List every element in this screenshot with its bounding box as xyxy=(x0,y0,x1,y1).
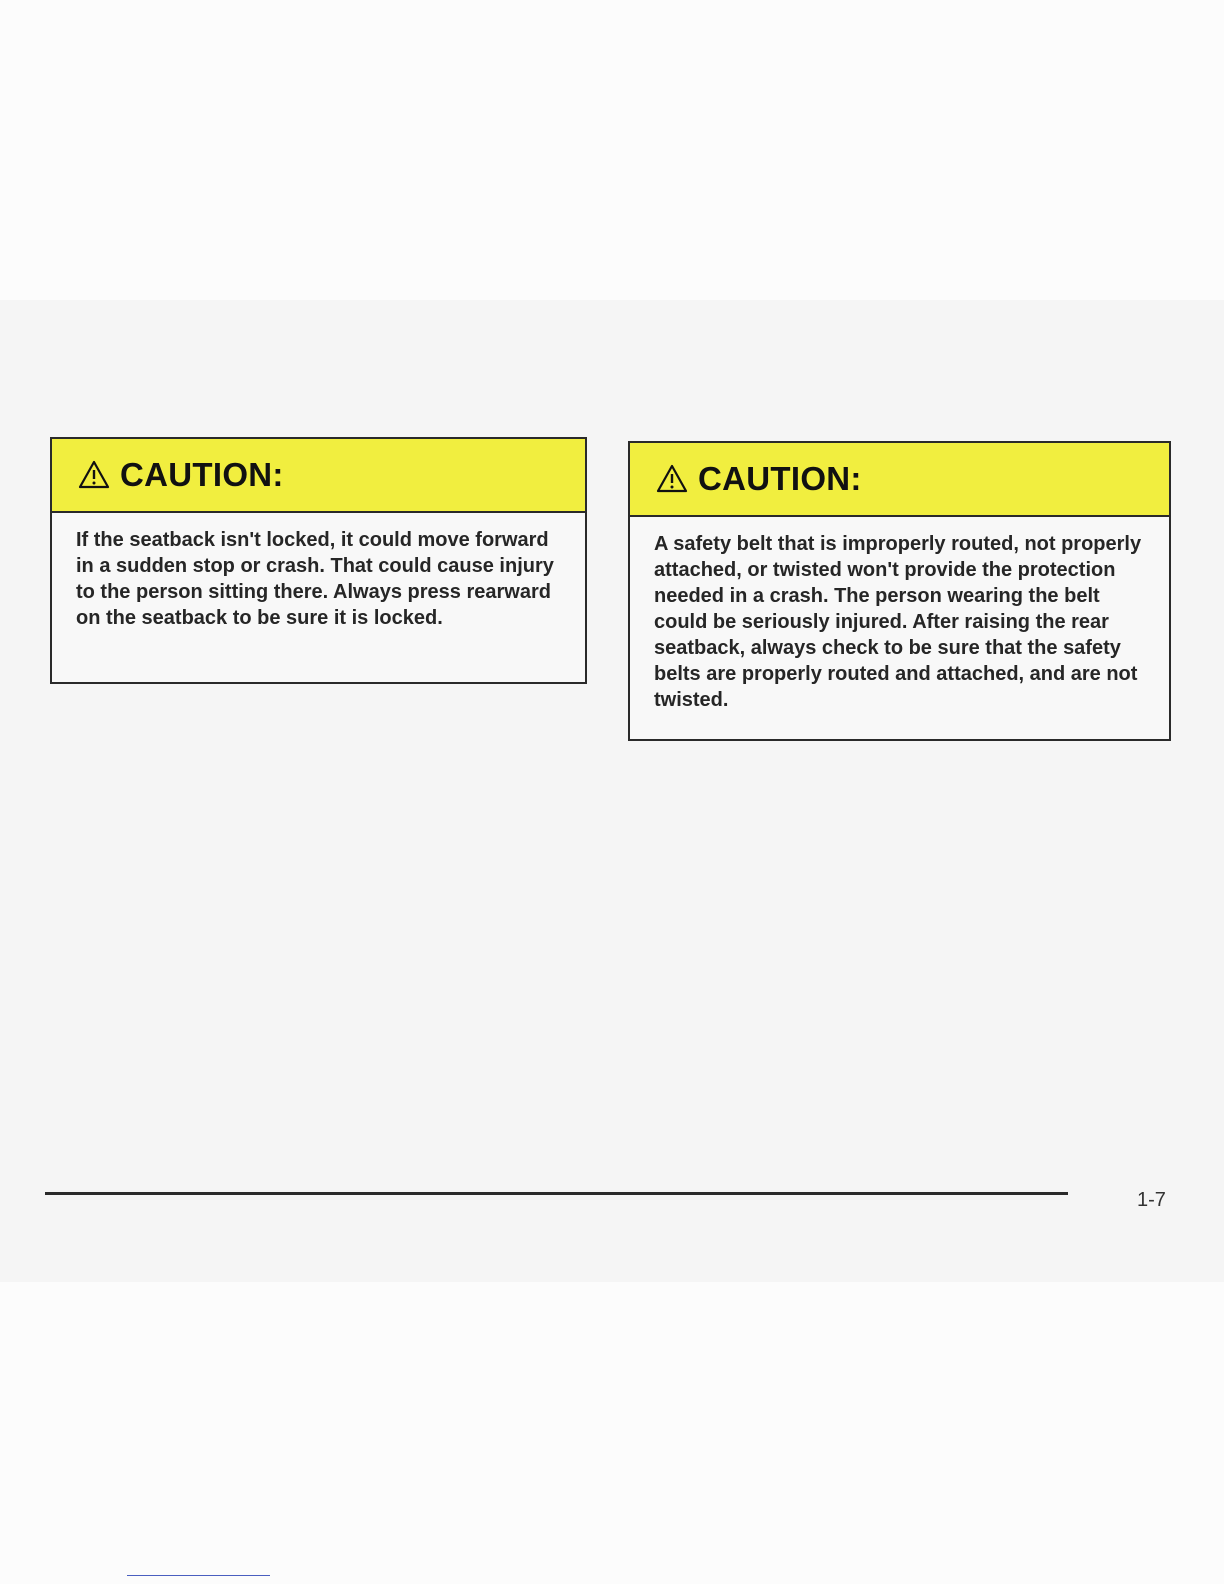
caution-box-seatback xyxy=(50,437,587,684)
caution-text: A safety belt that is improperly routed, not properly attached, or twisted won't provide the protection needed in a crash. The person wearing the belt could be seriously injured. After raising the rear seatback, always check to be sure that the safety belts are properly routed and attached, and are not twisted. xyxy=(654,533,1142,711)
scan-edge-line xyxy=(127,1575,270,1576)
caution-box-safety-belt xyxy=(628,441,1171,741)
caution-text: If the seatback isn't locked, it could move forward in a sudden stop or crash. That could cause injury to the person sitting there. Always press rearward on the seatback to be sure it is locked. xyxy=(76,529,554,629)
caution-title: CAUTION: xyxy=(698,460,862,497)
caution-header xyxy=(52,439,585,513)
warning-triangle-icon xyxy=(78,460,110,490)
warning-triangle-icon xyxy=(656,464,688,494)
footer-rule xyxy=(45,1192,1068,1195)
caution-title: CAUTION: xyxy=(120,456,284,493)
page-number: 1-7 xyxy=(1137,1189,1166,1211)
caution-header xyxy=(630,443,1169,517)
